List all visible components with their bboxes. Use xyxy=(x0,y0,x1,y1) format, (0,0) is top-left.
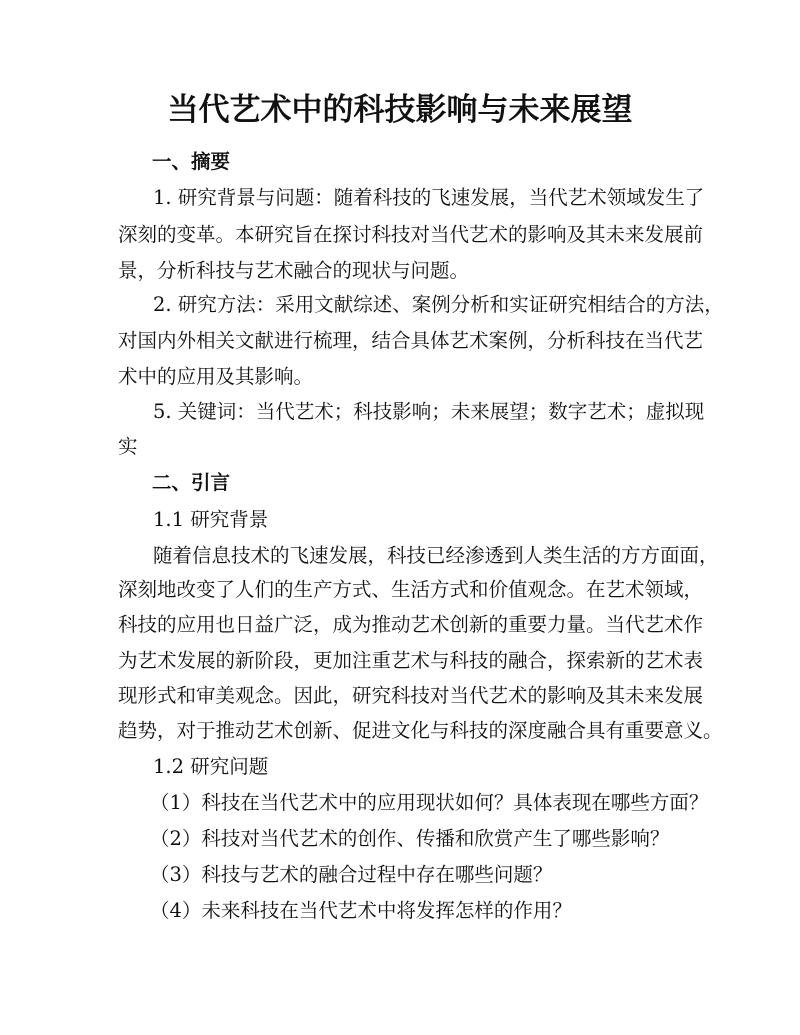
abstract-item-2-line-1: 2. 研究方法：采用文献综述、案例分析和实证研究相结合的方法， xyxy=(153,293,724,316)
abstract-item-1-line-1: 1. 研究背景与问题：随着科技的飞速发展，当代艺术领域发生了 xyxy=(153,186,705,209)
background-para-line-4: 为艺术发展的新阶段，更加注重艺术与科技的融合，探索新的艺术表 xyxy=(118,649,704,672)
section-1-2-heading: 1.2 研究问题 xyxy=(153,755,269,778)
background-para-line-2: 深刻地改变了人们的生产方式、生活方式和价值观念。在艺术领域， xyxy=(118,578,704,601)
abstract-item-2-line-3: 术中的应用及其影响。 xyxy=(118,365,314,388)
question-1: （1）科技在当代艺术中的应用现状如何？具体表现在哪些方面？ xyxy=(150,791,709,814)
question-3: （3）科技与艺术的融合过程中存在哪些问题？ xyxy=(150,863,553,886)
abstract-item-2-line-2: 对国内外相关文献进行梳理，结合具体艺术案例，分析科技在当代艺 xyxy=(118,329,704,352)
keywords-line-2: 实 xyxy=(118,435,138,458)
document-title: 当代艺术中的科技影响与未来展望 xyxy=(167,92,633,128)
intro-heading: 二、引言 xyxy=(152,471,231,494)
background-para-line-1: 随着信息技术的飞速发展，科技已经渗透到人类生活的方方面面， xyxy=(153,544,719,567)
question-4: （4）未来科技在当代艺术中将发挥怎样的作用？ xyxy=(150,899,572,922)
background-para-line-3: 科技的应用也日益广泛，成为推动艺术创新的重要力量。当代艺术作 xyxy=(118,613,704,636)
abstract-item-1-line-2: 深刻的变革。本研究旨在探讨科技对当代艺术的影响及其未来发展前 xyxy=(118,223,704,246)
abstract-item-1-line-3: 景，分析科技与艺术融合的现状与问题。 xyxy=(118,259,470,282)
section-1-1-heading: 1.1 研究背景 xyxy=(153,508,269,531)
keywords-line-1: 5. 关键词：当代艺术；科技影响；未来展望；数字艺术；虚拟现 xyxy=(153,400,705,423)
background-para-line-6: 趋势，对于推动艺术创新、促进文化与科技的深度融合具有重要意义。 xyxy=(118,719,723,742)
question-2: （2）科技对当代艺术的创作、传播和欣赏产生了哪些影响？ xyxy=(150,827,670,850)
background-para-line-5: 现形式和审美观念。因此，研究科技对当代艺术的影响及其未来发展 xyxy=(118,684,704,707)
abstract-heading: 一、摘要 xyxy=(152,150,231,173)
